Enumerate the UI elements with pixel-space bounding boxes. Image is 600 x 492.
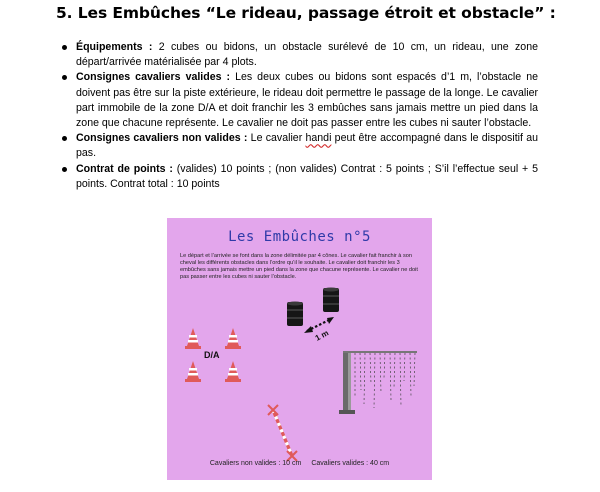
- barrel-icon: [287, 302, 303, 327]
- item-text: peut être accompagné dans le dispositif au pas.: [76, 132, 538, 160]
- traffic-cone-icon: [185, 361, 201, 382]
- item-label: Équipements :: [76, 41, 153, 53]
- list-item-nonvalid-instructions: [60, 131, 538, 161]
- spellcheck-flagged-word[interactable]: handi: [305, 132, 332, 145]
- item-label: Consignes cavaliers valides :: [76, 71, 231, 84]
- list-item-equipment: [60, 40, 538, 70]
- item-text: Les deux cubes ou bidons sont espacés d’1 m, l’obstacle ne doivent pas être sur la piste extérieure, le rideau doit permettre le passage de la longe. Le cavalier part immobile de la zone D/A et doit franchir les 3 embûches sans jamais mettre un pied dans la zone que chacune représente. Le cavalier ne doit pas passer entre les cubes ni sauter l’obstacle.: [76, 71, 538, 130]
- item-label: Contrat de points :: [76, 162, 173, 175]
- traffic-cone-icon: [185, 328, 201, 349]
- caption-invalid-riders: Cavaliers non valides : 10 cm: [209, 460, 302, 467]
- diagram-description: Le départ et l’arrivée se font dans la zone délimitée par 4 cônes. Le cavalier fait franchir à son cheval les différents obstacles dans l’ordre qu’il le souhaite. Le cavalier doit franchir les 3 embûches sans jamais mettre un pied dans la zone que chacune représente. Le cavalier ne doit pas passer entre les cubes ni sauter l’obstacle.: [180, 253, 418, 280]
- barrel-icon: [323, 288, 339, 313]
- traffic-cone-icon: [225, 361, 241, 382]
- diagram-title: Les Embûches n°5: [228, 229, 371, 245]
- obstacle-height-caption: [167, 460, 432, 467]
- instructions-list: [60, 40, 538, 192]
- traffic-cone-icon: [225, 328, 241, 349]
- item-text: 2 cubes ou bidons, un obstacle surélevé de 10 cm, un rideau, une zone départ/arrivée matérialisée par 4 plots.: [76, 41, 538, 69]
- curtain-icon: [339, 352, 417, 414]
- course-diagram-image: [167, 218, 432, 480]
- pole-obstacle-icon: [268, 405, 297, 461]
- item-text: Le cavalier: [247, 132, 306, 145]
- item-label: Consignes cavaliers non valides :: [76, 132, 248, 145]
- start-finish-zone-label: D/A: [204, 350, 220, 360]
- list-item-points-contract: [60, 162, 538, 192]
- list-item-valid-instructions: [60, 70, 538, 131]
- distance-label: 1 m: [313, 328, 331, 343]
- section-heading: 5. Les Embûches “Le rideau, passage étroit et obstacle” :: [56, 4, 556, 22]
- caption-valid-riders: Cavaliers valides : 40 cm: [311, 460, 390, 467]
- item-text: (valides) 10 points ; (non valides) Contrat : 5 points ; S’il l’effectue seul + 5 points. Contrat total : 10 points: [76, 162, 538, 190]
